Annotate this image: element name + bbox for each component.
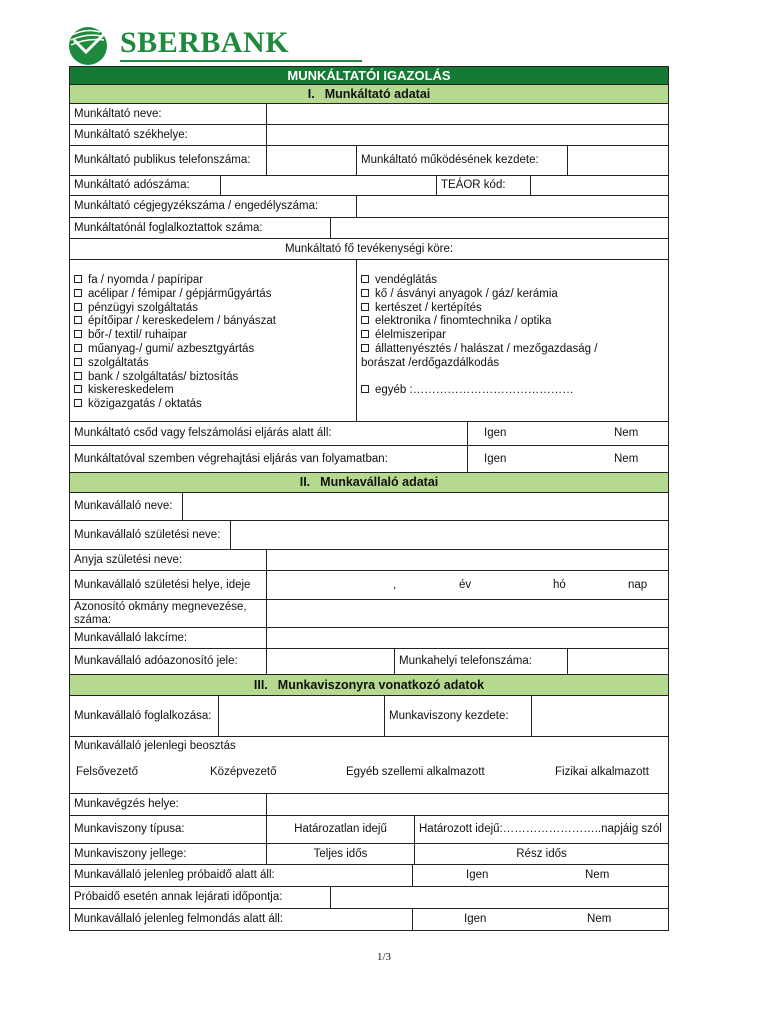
bankruptcy-label: Munkáltató csőd vagy felszámolási eljárás alatt áll: xyxy=(74,427,332,439)
enforcement-label: Munkáltatóval szemben végrehajtási eljárás van folyamatban: xyxy=(74,452,388,465)
birthplace-comma: , xyxy=(393,578,397,591)
occupation-row xyxy=(70,696,668,737)
activity-option[interactable]: műanyag-/ gumi/ azbesztgyártás xyxy=(74,343,352,357)
id-doc-row xyxy=(70,600,668,628)
position-option[interactable]: Középvezető xyxy=(210,765,277,778)
employment-type-row xyxy=(70,816,668,844)
activity-option[interactable]: bőr-/ textil/ ruhaipar xyxy=(74,329,352,343)
employer-reg-label: Munkáltató cégjegyzékszáma / engedélyszáma: xyxy=(74,200,319,212)
employment-start-label: Munkaviszony kezdete: xyxy=(384,696,531,736)
activity-options-row xyxy=(70,260,668,422)
employer-name-row xyxy=(70,104,668,125)
address-field[interactable] xyxy=(266,628,668,648)
employer-reg-row xyxy=(70,196,668,218)
employer-phone-field[interactable] xyxy=(266,146,356,175)
checkbox-icon[interactable] xyxy=(74,344,82,352)
birthplace-field[interactable] xyxy=(266,571,668,599)
probation-label: Munkavállaló jelenleg próbaidő alatt áll: xyxy=(74,869,275,881)
birth-year-label: év xyxy=(459,578,472,591)
checkbox-icon[interactable] xyxy=(74,303,82,311)
employer-start-field[interactable] xyxy=(567,146,668,175)
checkbox-icon[interactable] xyxy=(361,289,369,297)
section-1-number: I. xyxy=(307,86,315,101)
activity-option[interactable]: állattenyésztés / halászat / mezőgazdaság / xyxy=(361,343,664,357)
section-2-title: Munkavállaló adatai xyxy=(320,475,439,489)
position-label: Munkavállaló jelenlegi beosztás xyxy=(74,740,236,752)
employer-reg-field[interactable] xyxy=(356,196,668,217)
birth-month-label: hó xyxy=(553,578,566,591)
employer-phone-label: Munkáltató publikus telefonszáma: xyxy=(74,154,251,166)
probation-end-label: Próbaidő esetén annak lejárati időpontja: xyxy=(74,891,283,903)
employee-birth-name-field[interactable] xyxy=(230,521,668,549)
checkbox-icon[interactable] xyxy=(74,275,82,283)
employee-name-field[interactable] xyxy=(182,493,668,520)
employment-nature-row xyxy=(70,844,668,865)
enforcement-row xyxy=(70,446,668,473)
brand-underline xyxy=(120,60,362,62)
employer-tax-field[interactable] xyxy=(220,176,436,195)
activity-option[interactable]: szolgáltatás xyxy=(74,357,352,371)
mother-name-label: Anyja születési neve: xyxy=(74,553,183,566)
checkbox-icon[interactable] xyxy=(74,372,82,380)
mother-name-row xyxy=(70,550,668,571)
employment-type-label: Munkaviszony típusa: xyxy=(74,823,185,835)
checkbox-icon[interactable] xyxy=(361,275,369,283)
bankruptcy-row xyxy=(70,422,668,446)
part-time-option[interactable]: Rész idős xyxy=(414,844,668,864)
birthplace-row xyxy=(70,571,668,600)
employer-tax-label: Munkáltató adószáma: xyxy=(74,179,190,191)
full-time-option[interactable]: Teljes idős xyxy=(266,844,414,864)
definite-option[interactable]: Határozott idejű:……………………..napjáig szól xyxy=(414,816,668,843)
activity-option[interactable]: acélipar / fémipar / gépjárműgyártás xyxy=(74,288,352,302)
checkbox-icon[interactable] xyxy=(74,330,82,338)
section-1-header xyxy=(70,85,668,104)
teaor-label: TEÁOR kód: xyxy=(436,176,530,195)
position-option[interactable]: Egyéb szellemi alkalmazott xyxy=(346,765,485,778)
form-title-row xyxy=(70,67,668,85)
employee-name-row xyxy=(70,493,668,521)
work-place-field[interactable] xyxy=(266,794,668,815)
employee-birth-name-row xyxy=(70,521,668,550)
employment-nature-label: Munkaviszony jellege: xyxy=(74,847,187,860)
activity-option[interactable]: közigazgatás / oktatás xyxy=(74,398,352,412)
activity-option[interactable]: élelmiszeripar xyxy=(361,329,664,343)
work-place-label: Munkavégzés helye: xyxy=(74,798,179,810)
activity-option[interactable]: vendéglátás xyxy=(361,274,664,288)
tax-id-row xyxy=(70,649,668,675)
activity-option[interactable]: kertészet / kertépítés xyxy=(361,302,664,316)
activity-option-continued: borászat /erdőgazdálkodás xyxy=(361,356,500,369)
probation-end-field[interactable] xyxy=(330,887,668,908)
occupation-field[interactable] xyxy=(218,696,384,736)
employer-name-label: Munkáltató neve: xyxy=(74,107,162,120)
employer-name-field[interactable] xyxy=(266,104,668,124)
employment-start-field[interactable] xyxy=(531,696,668,736)
checkbox-icon[interactable] xyxy=(361,385,369,393)
enforcement-yes[interactable]: Igen xyxy=(484,452,507,465)
tax-id-label: Munkavállaló adóazonosító jele: xyxy=(74,655,238,667)
notice-no[interactable]: Nem xyxy=(587,913,612,925)
checkbox-icon[interactable] xyxy=(74,399,82,407)
address-label: Munkavállaló lakcíme: xyxy=(74,631,188,644)
page-number: 1/3 xyxy=(376,951,392,963)
position-row xyxy=(70,737,668,794)
position-option[interactable]: Fizikai alkalmazott xyxy=(555,765,649,778)
employer-seat-field[interactable] xyxy=(266,125,668,145)
employer-staff-field[interactable] xyxy=(330,218,668,238)
section-3-title: Munkaviszonyra vonatkozó adatok xyxy=(277,677,485,692)
employer-tax-row xyxy=(70,176,668,196)
activity-option[interactable]: pénzügyi szolgáltatás xyxy=(74,302,352,316)
notice-row xyxy=(70,909,668,931)
tax-id-field[interactable] xyxy=(266,649,394,674)
bankruptcy-yes[interactable]: Igen xyxy=(484,427,507,439)
mother-name-field[interactable] xyxy=(266,550,668,570)
activity-option[interactable]: bank / szolgáltatás/ biztosítás xyxy=(74,371,352,385)
section-3-header xyxy=(70,675,668,696)
activity-label: Munkáltató fő tevékenységi köre: xyxy=(284,242,454,255)
sberbank-checkmark-logo xyxy=(66,24,110,66)
checkbox-icon[interactable] xyxy=(361,316,369,324)
checkbox-icon[interactable] xyxy=(361,303,369,311)
activity-option-other[interactable]: egyéb :…………………………………… xyxy=(361,384,664,398)
activity-option[interactable]: kiskereskedelem xyxy=(74,384,352,398)
work-place-row xyxy=(70,794,668,816)
id-doc-field[interactable] xyxy=(266,600,668,627)
section-1-title: Munkáltató adatai xyxy=(324,86,431,101)
probation-yes[interactable]: Igen xyxy=(466,869,489,881)
work-phone-field[interactable] xyxy=(567,649,668,674)
section-2-header xyxy=(70,473,668,493)
activity-option[interactable]: elektronika / finomtechnika / optika xyxy=(361,315,664,329)
checkbox-icon[interactable] xyxy=(74,385,82,393)
notice-yes[interactable]: Igen xyxy=(464,913,487,925)
employer-start-label: Munkáltató működésének kezdete: xyxy=(356,146,567,175)
employer-staff-label: Munkáltatónál foglalkoztattok száma: xyxy=(74,221,263,234)
probation-no[interactable]: Nem xyxy=(585,869,610,881)
brand-name: SBERBANK xyxy=(120,26,290,59)
employer-certificate-form xyxy=(69,66,669,931)
employer-phone-row xyxy=(70,146,668,176)
bankruptcy-no[interactable]: Nem xyxy=(614,427,639,439)
teaor-field[interactable] xyxy=(530,176,668,195)
birth-day-label: nap xyxy=(628,578,648,591)
address-row xyxy=(70,628,668,649)
checkbox-icon[interactable] xyxy=(74,358,82,366)
activity-header-row xyxy=(70,239,668,260)
work-phone-label: Munkahelyi telefonszáma: xyxy=(394,649,567,674)
position-option[interactable]: Felsővezető xyxy=(76,765,139,778)
employee-name-label: Munkavállaló neve: xyxy=(74,500,173,512)
enforcement-no[interactable]: Nem xyxy=(614,452,639,465)
employer-seat-label: Munkáltató székhelye: xyxy=(74,128,188,141)
birthplace-label: Munkavállaló születési helye, ideje xyxy=(74,578,251,591)
checkbox-icon[interactable] xyxy=(361,344,369,352)
employer-staff-row xyxy=(70,218,668,239)
activity-option[interactable]: kő / ásványi anyagok / gáz/ kerámia xyxy=(361,288,664,302)
indefinite-option[interactable]: Határozatlan idejű xyxy=(266,816,414,843)
checkbox-icon[interactable] xyxy=(74,316,82,324)
form-title: MUNKÁLTATÓI IGAZOLÁS xyxy=(287,68,451,83)
activity-options-right xyxy=(356,260,668,421)
id-doc-label: Azonosító okmány megnevezése, száma: xyxy=(74,600,247,626)
probation-row xyxy=(70,865,668,887)
employee-birth-name-label: Munkavállaló születési neve: xyxy=(74,528,221,541)
checkbox-icon[interactable] xyxy=(361,330,369,338)
activity-option[interactable]: fa / nyomda / papíripar xyxy=(74,274,352,288)
activity-options-left xyxy=(70,260,356,421)
checkbox-icon[interactable] xyxy=(74,289,82,297)
notice-label: Munkavállaló jelenleg felmondás alatt áll: xyxy=(74,913,284,925)
employer-seat-row xyxy=(70,125,668,146)
section-2-number: II. xyxy=(299,475,311,489)
occupation-label: Munkavállaló foglalkozása: xyxy=(74,709,212,722)
probation-end-row xyxy=(70,887,668,909)
section-3-number: III. xyxy=(253,677,268,692)
activity-option[interactable]: építőipar / kereskedelem / bányászat xyxy=(74,315,352,329)
